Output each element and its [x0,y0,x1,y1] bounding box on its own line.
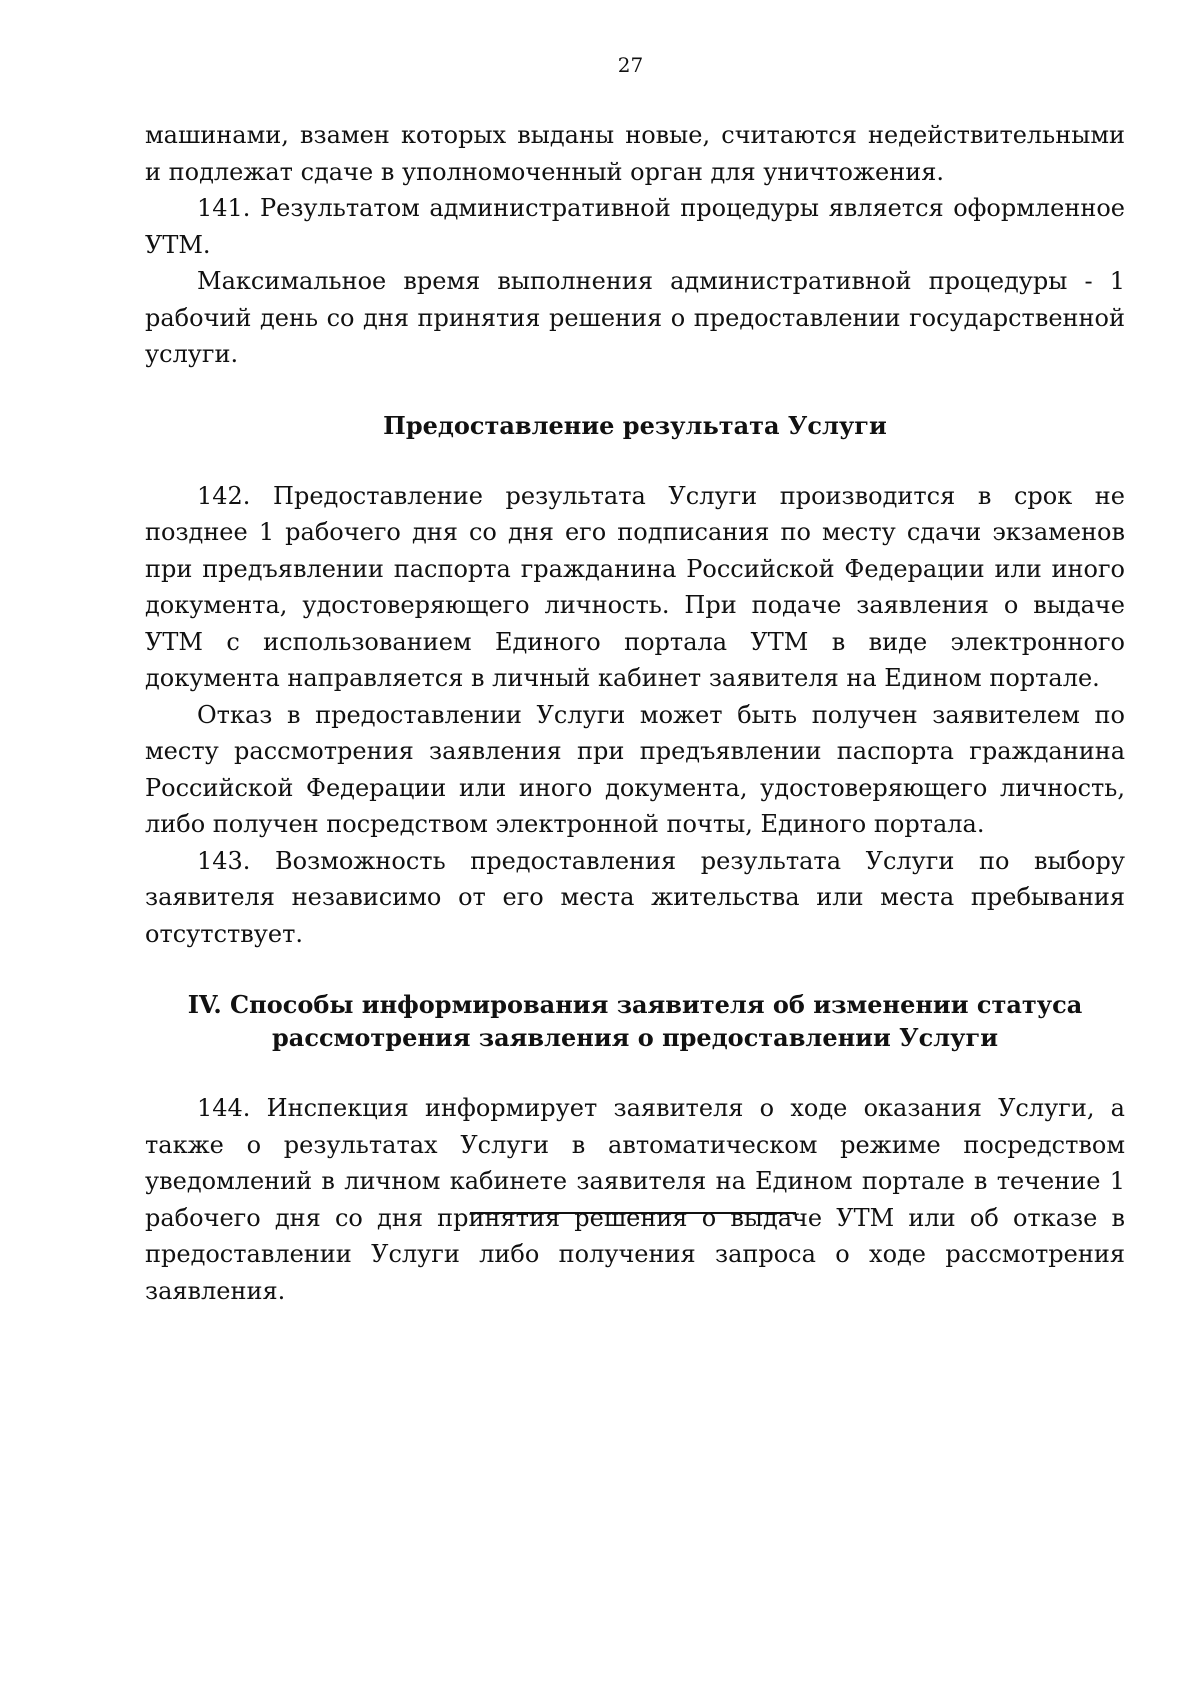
paragraph-refusal: Отказ в предоставлении Услуги может быть получен заявителем по месту рассмотрения заявления при предъявлении паспорта гражданина Российской Федерации или иного документа, удостоверяющего личность, либо получен посредством электронной почты, Единого портала. [145,700,1125,838]
page-number: 27 [617,53,644,77]
end-of-text-rule [470,1212,796,1214]
paragraph-142: 142. Предоставление результата Услуги производится в срок не позднее 1 рабочего дня со дня его подписания по месту сдачи экзаменов при предъявлении паспорта гражданина Российской Федерации или иного документа, удостоверяющего личность. При подаче заявления о выдаче УТМ с использованием Единого портала УТМ в виде электронного документа направляется в личный кабинет заявителя на Едином портале. [145,481,1125,692]
section-heading-result: Предоставление результата Услуги [383,410,887,440]
paragraph-continuation: машинами, взамен которых выданы новые, считаются недействительными и подлежат сдаче в уполномоченный орган для уничтожения. [145,121,1125,186]
section-heading-iv-line-2: рассмотрения заявления о предоставлении Услуги [272,1023,998,1052]
section-heading-iv-line-1: IV. Способы информирования заявителя об изменении статуса [187,990,1083,1019]
paragraph-max-time: Максимальное время выполнения административной процедуры - 1 рабочий день со дня принятия решения о предоставлении государственной услуги. [145,267,1125,368]
paragraph-144: 144. Инспекция информирует заявителя о ходе оказания Услуги, а также о результатах Услуги в автоматическом режиме посредством уведомлений в личном кабинете заявителя на Едином портале в течение 1 рабочего дня со дня принятия решения о выдаче УТМ или об отказе в предоставлении Услуги либо получения запроса о ходе рассмотрения заявления. [145,1094,1125,1305]
document-body [145,117,1125,1309]
paragraph-141: 141. Результатом административной процедуры является оформленное УТМ. [145,194,1125,259]
section-heading-iv [145,988,1125,1054]
paragraph-143: 143. Возможность предоставления результата Услуги по выбору заявителя независимо от его места жительства или места пребывания отсутствует. [145,846,1125,948]
